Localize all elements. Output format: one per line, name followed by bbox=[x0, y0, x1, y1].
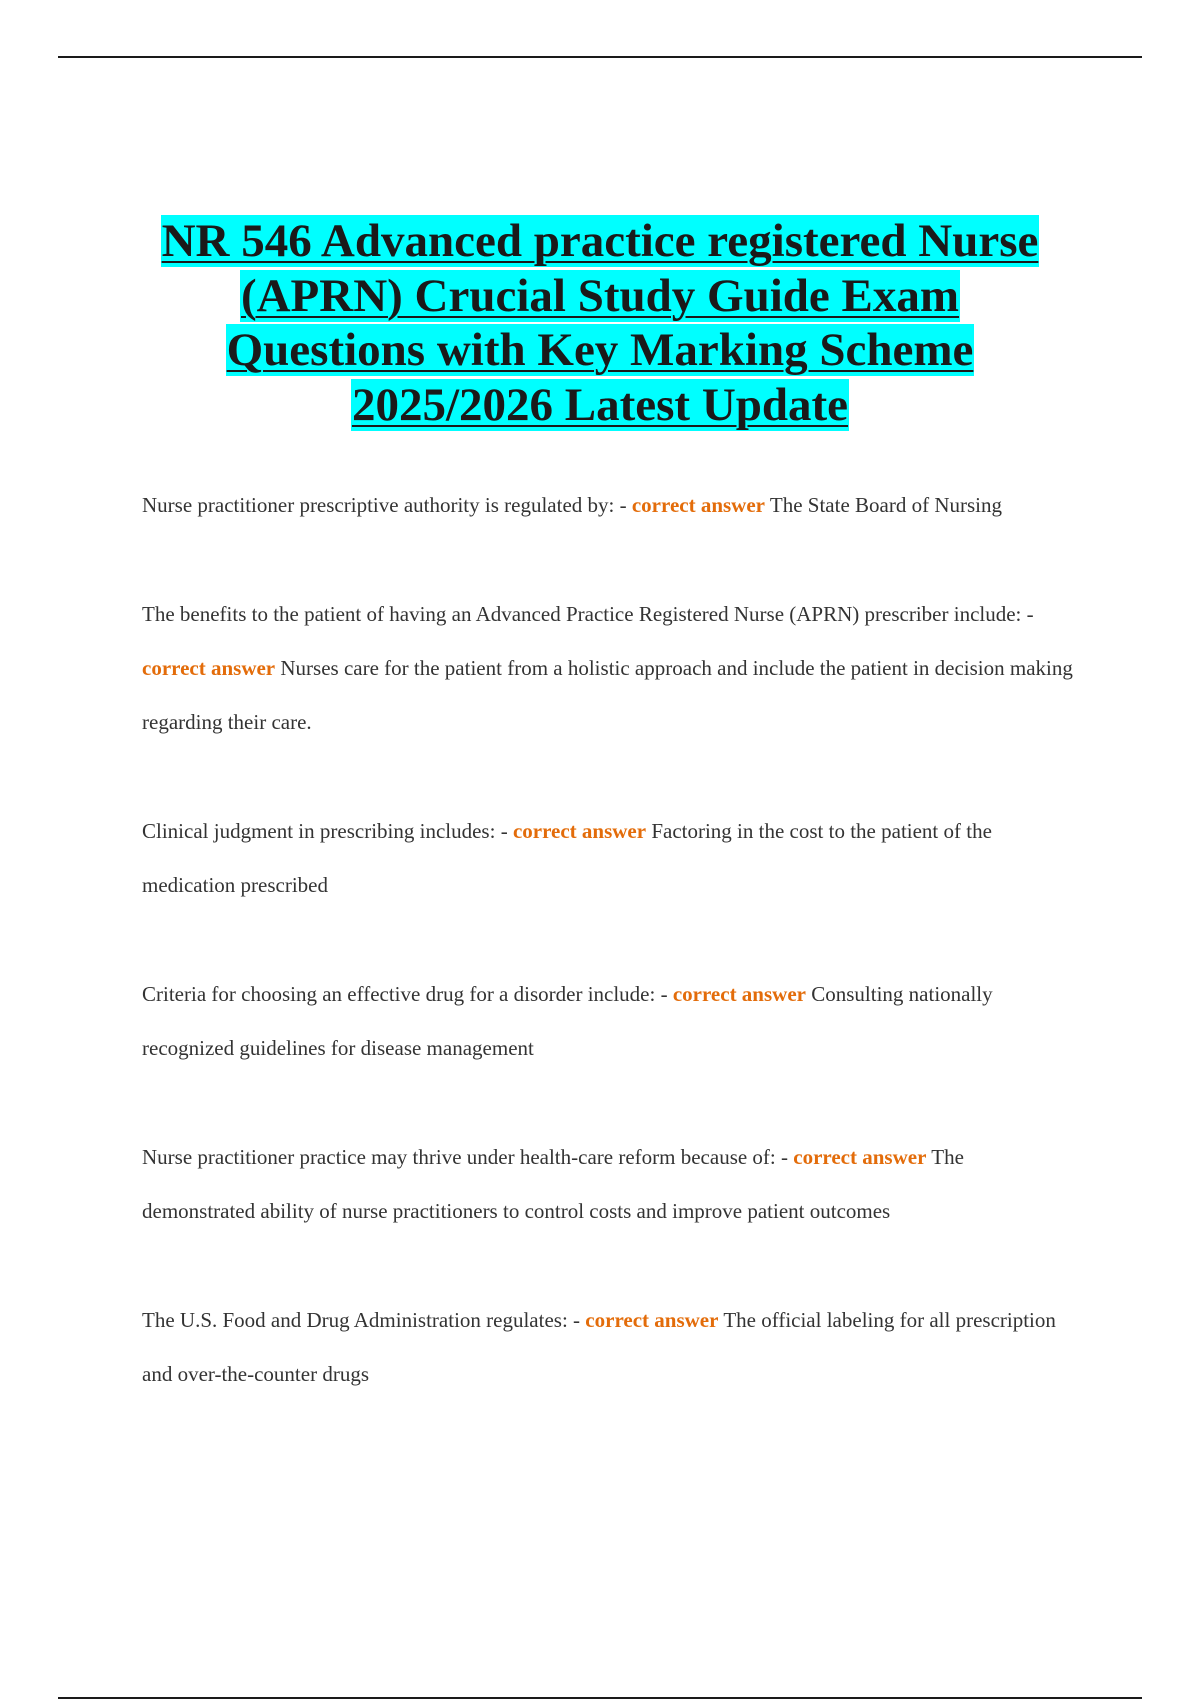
question-text: Nurse practitioner practice may thrive under health-care reform because of: bbox=[142, 1145, 776, 1169]
title-line: 2025/2026 Latest Update bbox=[351, 378, 849, 431]
answer-text: Nurses care for the patient from a holistic approach and include the patient in decision making regarding their care. bbox=[142, 656, 1073, 734]
answer-text: The State Board of Nursing bbox=[769, 493, 1002, 517]
title-line: NR 546 Advanced practice registered Nurse bbox=[161, 215, 1039, 267]
answer-text: Factoring in the cost to the patient of the medication prescribed bbox=[142, 819, 992, 897]
question-answer-list bbox=[142, 478, 1082, 1456]
qa-item bbox=[142, 1130, 1082, 1238]
correct-answer-label: correct answer bbox=[793, 1145, 927, 1169]
answer-separator: - bbox=[495, 819, 513, 843]
answer-separator: - bbox=[1021, 602, 1034, 626]
document-title bbox=[60, 214, 1140, 432]
question-text: Nurse practitioner prescriptive authority is regulated by: bbox=[142, 493, 615, 517]
qa-item bbox=[142, 967, 1082, 1075]
question-text: Criteria for choosing an effective drug for a disorder include: bbox=[142, 982, 656, 1006]
question-text: The U.S. Food and Drug Administration regulates: bbox=[142, 1308, 568, 1332]
bottom-rule bbox=[58, 1697, 1142, 1699]
answer-separator: - bbox=[567, 1308, 586, 1332]
correct-answer-label: correct answer bbox=[142, 656, 276, 680]
question-text: The benefits to the patient of having an Advanced Practice Registered Nurse (APRN) prescriber include: bbox=[142, 602, 1022, 626]
answer-text: The demonstrated ability of nurse practitioners to control costs and improve patient outcomes bbox=[142, 1145, 964, 1223]
answer-text: Consulting nationally recognized guidelines for disease management bbox=[142, 982, 993, 1060]
correct-answer-label: correct answer bbox=[672, 982, 806, 1006]
title-line: Questions with Key Marking Scheme bbox=[226, 324, 974, 376]
correct-answer-label: correct answer bbox=[585, 1308, 719, 1332]
correct-answer-label: correct answer bbox=[631, 493, 765, 517]
answer-separator: - bbox=[614, 493, 632, 517]
title-line: (APRN) Crucial Study Guide Exam bbox=[240, 269, 960, 322]
qa-item bbox=[142, 1293, 1082, 1401]
top-rule bbox=[58, 56, 1142, 58]
answer-text: The official labeling for all prescription and over-the-counter drugs bbox=[142, 1308, 1056, 1386]
correct-answer-label: correct answer bbox=[512, 819, 647, 843]
qa-item bbox=[142, 587, 1082, 749]
qa-item bbox=[142, 804, 1082, 912]
answer-separator: - bbox=[775, 1145, 794, 1169]
question-text: Clinical judgment in prescribing includes: bbox=[142, 819, 496, 843]
qa-item bbox=[142, 478, 1082, 532]
answer-separator: - bbox=[655, 982, 673, 1006]
